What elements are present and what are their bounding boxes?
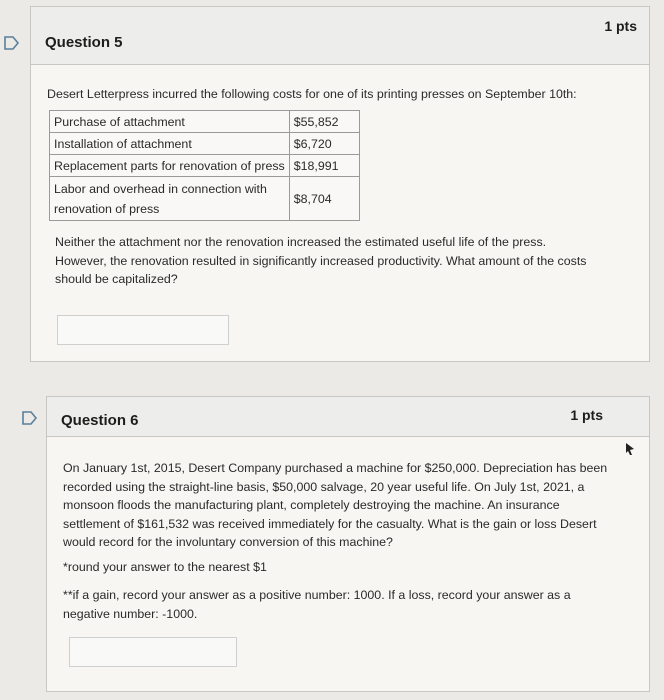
question-5-answer-input[interactable] <box>57 315 229 345</box>
cost-value: $8,704 <box>289 177 359 221</box>
mouse-cursor-icon <box>624 442 636 456</box>
body-line: monsoon floods the manufacturing plant, completely destroying the machine. An insurance <box>63 498 560 512</box>
cost-label <box>50 177 290 221</box>
note-line: negative number: -1000. <box>63 606 198 621</box>
costs-table <box>49 110 360 221</box>
prompt-line: should be capitalized? <box>55 272 178 286</box>
cost-value: $55,852 <box>289 111 359 133</box>
question-6-answer-input[interactable] <box>69 637 237 667</box>
question-5-points: 1 pts <box>604 18 637 34</box>
question-5-prompt <box>55 233 586 289</box>
question-5-header <box>31 7 649 65</box>
question-5-title: Question 5 <box>45 34 123 51</box>
prompt-line: However, the renovation resulted in significantly increased productivity. What amount of the costs <box>55 253 587 268</box>
body-line: recorded using the straight-line basis, $50,000 salvage, 20 year useful life. On July 1st, 2021, a <box>63 479 585 494</box>
question-6-note-round: *round your answer to the nearest $1 <box>63 560 267 574</box>
question-6-points: 1 pts <box>570 407 603 423</box>
question-6-body <box>63 459 607 552</box>
question-6-title: Question 6 <box>61 412 139 429</box>
cost-value: $6,720 <box>289 133 359 155</box>
table-row <box>50 177 360 221</box>
prompt-line: Neither the attachment nor the renovation increased the estimated useful life of the press. <box>55 235 547 249</box>
body-line: settlement of $161,532 was received immediately for the casualty. What is the gain or loss Desert <box>63 516 597 531</box>
table-row <box>50 155 360 177</box>
cost-label-line: Labor and overhead in connection with <box>54 181 267 196</box>
cost-label: Installation of attachment <box>50 133 290 155</box>
question-6-note-sign <box>63 586 571 623</box>
cost-label-line: renovation of press <box>54 201 160 216</box>
question-6-card <box>46 396 650 692</box>
cost-label: Replacement parts for renovation of press <box>50 155 290 177</box>
question-5-intro: Desert Letterpress incurred the following costs for one of its printing presses on September 10th: <box>47 87 577 101</box>
question-6-header <box>47 397 649 437</box>
question-5-card <box>30 6 650 362</box>
question-5-flag-icon[interactable] <box>4 36 20 50</box>
note-line: **if a gain, record your answer as a positive number: 1000. If a loss, record your answer as a <box>63 588 571 602</box>
cost-label: Purchase of attachment <box>50 111 290 133</box>
table-row <box>50 133 360 155</box>
body-line: would record for the involuntary conversion of this machine? <box>63 535 393 549</box>
cost-value: $18,991 <box>289 155 359 177</box>
question-6-flag-icon[interactable] <box>22 411 38 425</box>
body-line: On January 1st, 2015, Desert Company purchased a machine for $250,000. Depreciation has been <box>63 461 608 475</box>
table-row <box>50 111 360 133</box>
